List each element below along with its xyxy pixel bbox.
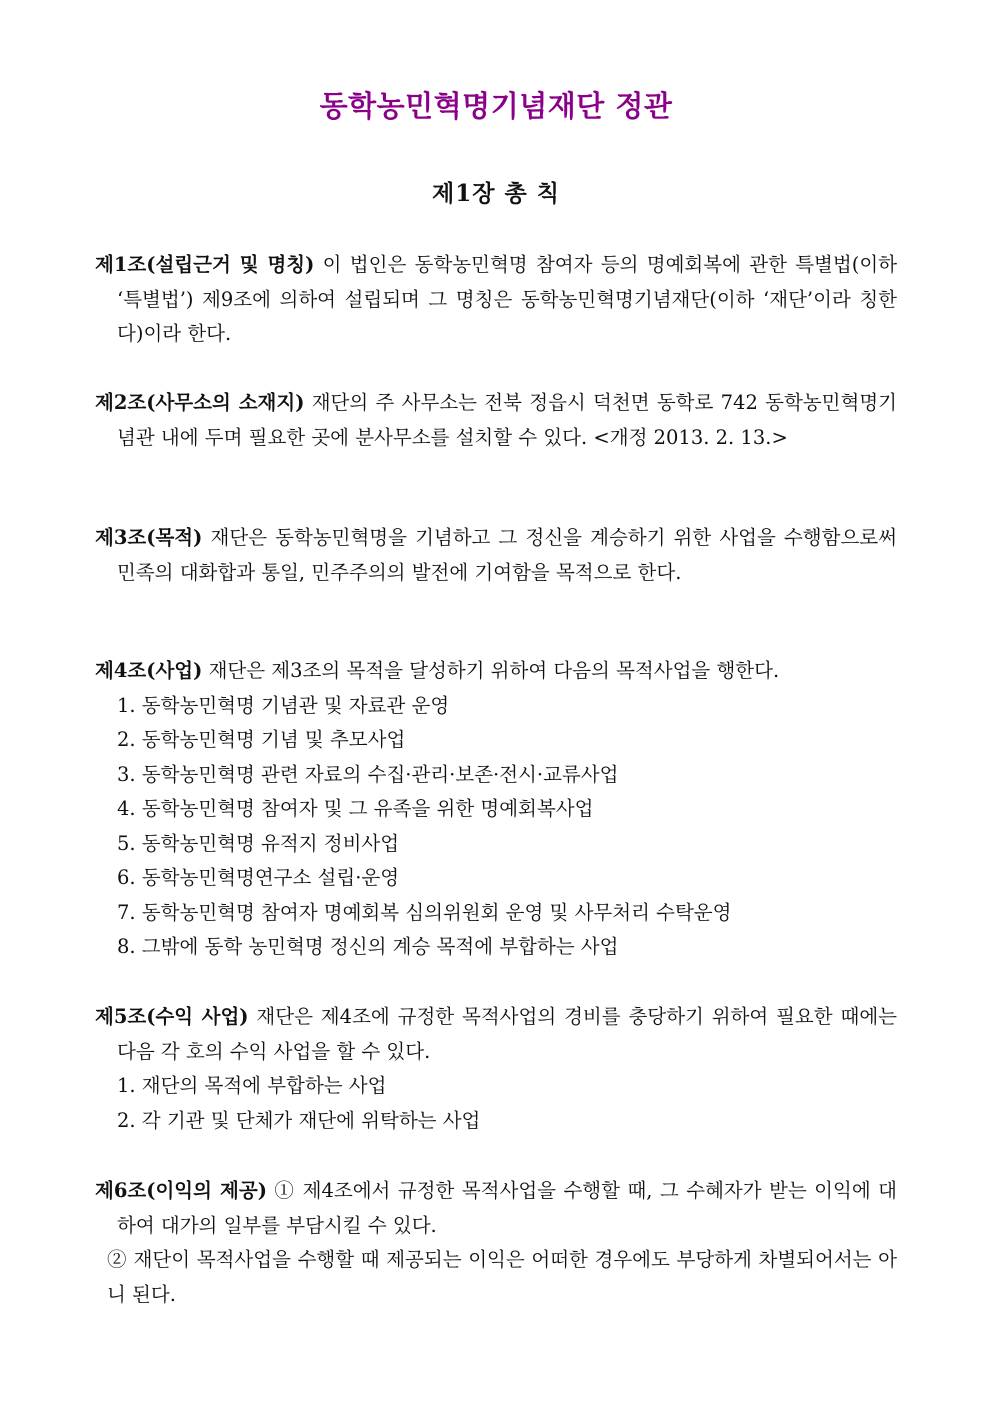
article-body: 재단은 제3조의 목적을 달성하기 위하여 다음의 목적사업을 행한다. — [202, 659, 780, 682]
list-item: 4. 동학농민혁명 참여자 및 그 유족을 위한 명예회복사업 — [117, 797, 594, 820]
article-heading: 제4조(사업) — [95, 659, 203, 682]
document-title: 동학농민혁명기념재단 정관 — [319, 89, 673, 123]
article-6 — [95, 1174, 897, 1312]
list-item: 1. 동학농민혁명 기념관 및 자료관 운영 — [117, 693, 450, 717]
article-body: 이 법인은 동학농민혁명 참여자 등의 명예회복에 관한 특별법(이하 ‘특별법’) 제9조에 의하여 설립되며 그 명칭은 동학농민혁명기념재단(이하 ‘재단’이라 칭한다)이라 한다. — [117, 253, 898, 345]
article-body: 재단은 제4조에 규정한 목적사업의 경비를 충당하기 위하여 필요한 때에는 다음 각 호의 수익 사업을 할 수 있다. — [117, 1005, 897, 1063]
article-second-paragraph: ② 재단이 목적사업을 수행할 때 제공되는 이익은 어떠한 경우에도 부당하게 차별되어서는 아니 된다. — [107, 1248, 897, 1306]
article-items — [95, 1069, 897, 1138]
article-heading: 제1조(설립근거 및 명칭) — [95, 253, 315, 276]
list-item: 3. 동학농민혁명 관련 자료의 수집·관리·보존·전시·교류사업 — [117, 762, 619, 786]
article-body: ① 제4조에서 규정한 목적사업을 수행할 때, 그 수혜자가 받는 이익에 대하여 대가의 일부를 부담시킬 수 있다. — [117, 1179, 897, 1237]
list-item: 2. 동학농민혁명 기념 및 추모사업 — [117, 728, 406, 751]
article-heading: 제5조(수익 사업) — [95, 1005, 249, 1028]
article-body: 재단의 주 사무소는 전북 정읍시 덕천면 동학로 742 동학농민혁명기념관 내에 두며 필요한 곳에 분사무소를 설치할 수 있다. <개정 2013. 2. 13.> — [117, 391, 897, 449]
list-item: 5. 동학농민혁명 유적지 정비사업 — [117, 831, 400, 855]
article-3 — [95, 521, 897, 590]
article-heading: 제2조(사무소의 소재지) — [95, 391, 305, 414]
list-item: 2. 각 기관 및 단체가 재단에 위탁하는 사업 — [117, 1108, 481, 1132]
list-item: 7. 동학농민혁명 참여자 명예회복 심의위원회 운영 및 사무처리 수탁운영 — [117, 900, 732, 924]
article-2 — [95, 386, 897, 455]
article-body: 재단은 동학농민혁명을 기념하고 그 정신을 계승하기 위한 사업을 수행함으로써 민족의 대화합과 통일, 민주주의의 발전에 기여함을 목적으로 한다. — [117, 526, 897, 584]
article-4 — [95, 654, 897, 965]
list-item: 8. 그밖에 동학 농민혁명 정신의 계승 목적에 부합하는 사업 — [117, 935, 619, 958]
article-heading: 제3조(목적) — [95, 526, 203, 549]
chapter-title: 제1장 총 칙 — [432, 180, 560, 207]
article-1 — [95, 248, 897, 352]
list-item: 6. 동학농민혁명연구소 설립·운영 — [117, 866, 400, 889]
list-item: 1. 재단의 목적에 부합하는 사업 — [117, 1074, 387, 1097]
article-heading: 제6조(이익의 제공) — [95, 1179, 267, 1202]
article-5 — [95, 1000, 897, 1138]
article-items — [95, 689, 897, 965]
